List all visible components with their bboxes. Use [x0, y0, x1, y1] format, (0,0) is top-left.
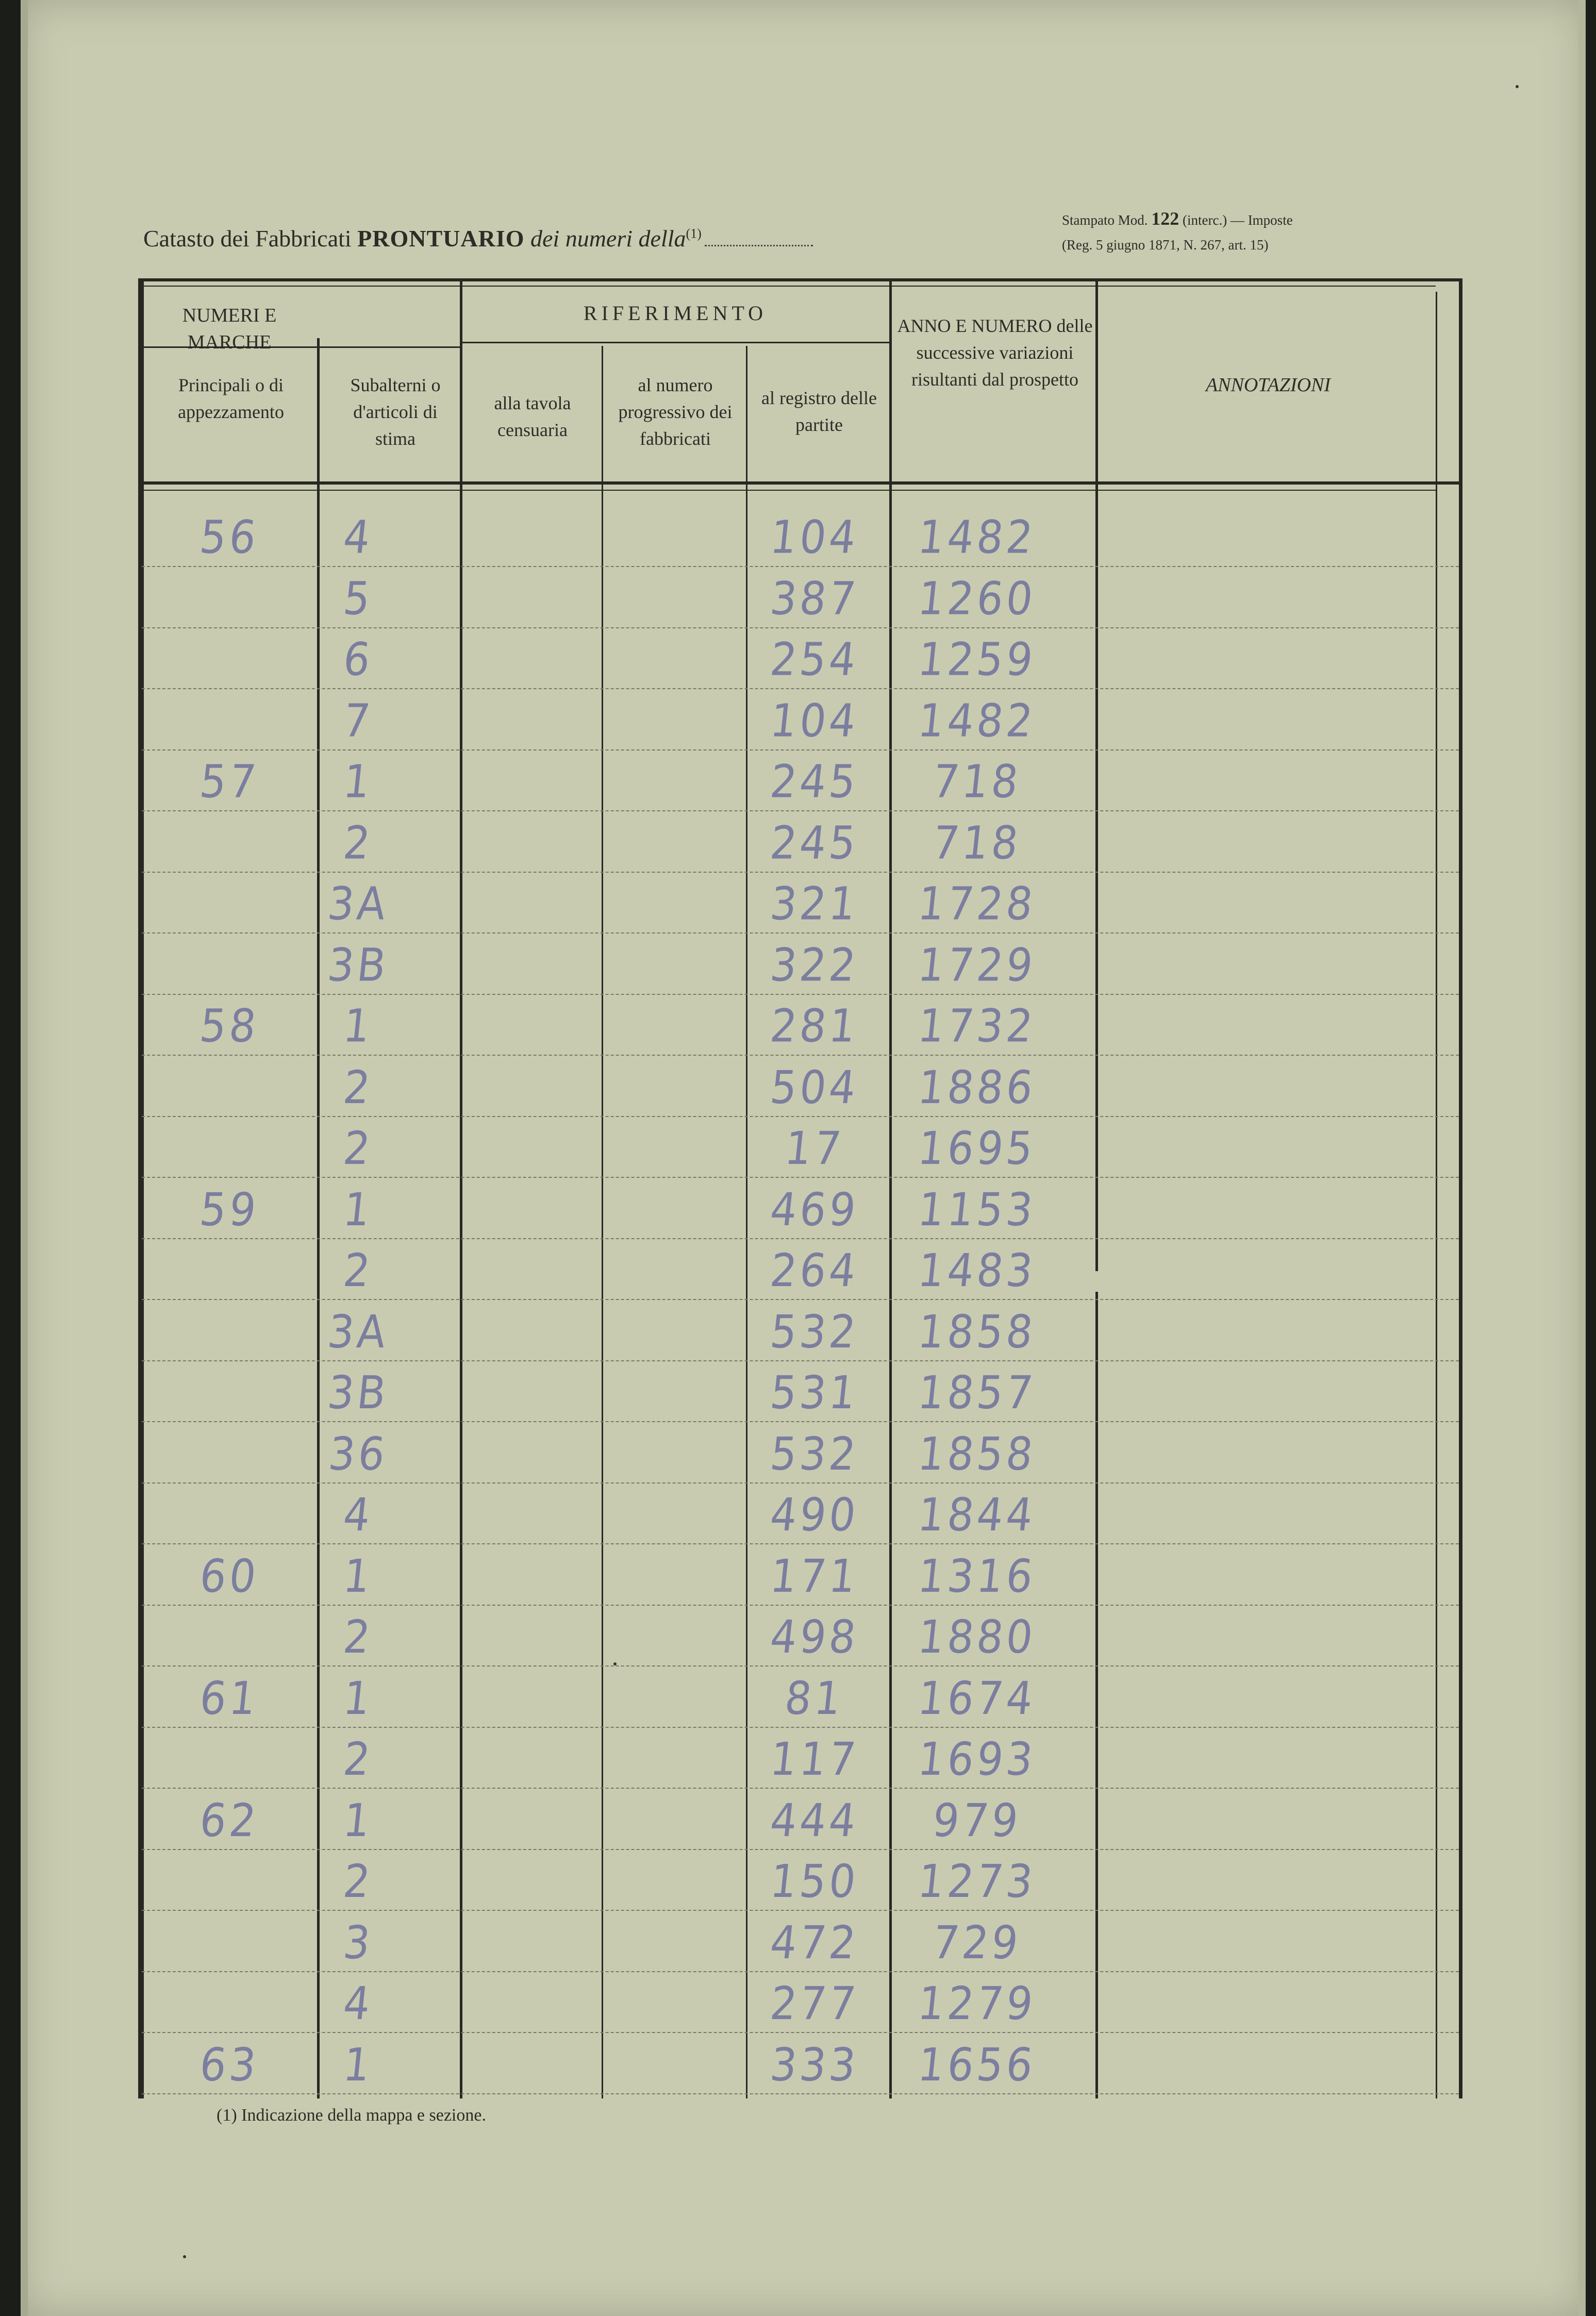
subalterno-cell: 6	[341, 633, 376, 686]
header-tavola: alla tavola censuaria	[494, 393, 571, 440]
subalterno-cell: 1	[341, 999, 376, 1053]
ruled-line	[142, 2093, 1459, 2094]
anno-numero-cell: 1273	[915, 1855, 1039, 1908]
table-rule	[1436, 292, 1437, 2098]
subalterno-cell: 3B	[325, 1366, 392, 1419]
subalterno-cell: 4	[341, 1488, 376, 1541]
table-rule	[1095, 281, 1098, 1271]
header-registro: al registro delle partite	[761, 388, 877, 435]
subalterno-cell: 1	[341, 1549, 376, 1603]
registro-cell: 245	[768, 755, 861, 808]
mod-number: 122	[1151, 208, 1179, 229]
ruled-line	[142, 1238, 1459, 1239]
principale-cell: 56	[197, 511, 262, 564]
ruled-line	[142, 1360, 1459, 1361]
principale-cell: 59	[197, 1182, 262, 1236]
anno-numero-cell: 1260	[915, 572, 1039, 625]
principale-cell: 61	[197, 1671, 262, 1725]
register-table	[138, 278, 1462, 2098]
ink-speck	[613, 1662, 617, 1665]
ruled-line	[142, 1055, 1459, 1056]
registro-cell: 150	[768, 1855, 861, 1908]
ruled-line	[142, 1971, 1459, 1972]
mod-label: Stampato Mod.	[1062, 212, 1148, 228]
ruled-line	[142, 1177, 1459, 1178]
subalterno-cell: 2	[341, 1732, 376, 1786]
subalterno-cell: 1	[341, 1793, 376, 1847]
registro-cell: 387	[768, 572, 861, 625]
ruled-line	[142, 1421, 1459, 1422]
anno-numero-cell: 1886	[915, 1060, 1039, 1114]
registro-cell: 490	[768, 1488, 861, 1541]
registro-cell: 469	[768, 1182, 861, 1236]
subalterno-cell: 3A	[325, 1305, 392, 1358]
principale-cell: 63	[197, 2038, 262, 2091]
principale-cell: 62	[197, 1793, 262, 1847]
subalterno-cell: 1	[341, 755, 376, 808]
ink-speck	[1516, 85, 1519, 88]
anno-numero-cell: 1858	[915, 1305, 1039, 1358]
ruled-line	[142, 872, 1459, 873]
form-reference	[1062, 206, 1293, 257]
title-blank-line	[705, 245, 813, 246]
anno-numero-cell: 1656	[915, 2038, 1039, 2091]
anno-numero-cell: 1259	[915, 633, 1039, 686]
registro-cell: 504	[768, 1060, 861, 1114]
anno-numero-cell: 718	[930, 816, 1024, 870]
ruled-line	[142, 566, 1459, 567]
anno-numero-cell: 1693	[915, 1732, 1039, 1786]
registro-cell: 104	[768, 694, 861, 747]
title-note: (1)	[686, 226, 702, 241]
table-rule	[746, 346, 747, 2098]
title-bold: PRONTUARIO	[357, 225, 525, 252]
registro-cell: 17	[782, 1122, 847, 1175]
table-rule	[142, 286, 1436, 287]
ruled-line	[142, 810, 1459, 811]
anno-numero-cell: 1880	[915, 1610, 1039, 1663]
title-prefix: Catasto dei Fabbricati	[143, 225, 352, 252]
ruled-line	[142, 1849, 1459, 1850]
subalterno-cell: 1	[341, 1182, 376, 1236]
registro-cell: 333	[768, 2038, 861, 2091]
anno-numero-cell: 1728	[915, 877, 1039, 930]
header-riferimento: RIFERIMENTO	[583, 302, 768, 325]
registro-cell: 277	[768, 1977, 861, 2030]
registro-cell: 81	[782, 1671, 847, 1725]
anno-numero-cell: 718	[930, 755, 1024, 808]
principale-cell: 57	[197, 755, 262, 808]
subalterno-cell: 1	[341, 2038, 376, 2091]
registro-cell: 171	[768, 1549, 861, 1603]
ruled-line	[142, 1788, 1459, 1789]
subalterno-cell: 2	[341, 1060, 376, 1114]
ruled-line	[142, 1727, 1459, 1728]
ruled-line	[142, 1910, 1459, 1911]
footnote: (1) Indicazione della mappa e sezione.	[217, 2106, 486, 2125]
registro-cell: 472	[768, 1915, 861, 1969]
anno-numero-cell: 979	[930, 1793, 1024, 1847]
header-anno-numero: ANNO E NUMERO delle successive variazioni risultanti dal prospetto	[897, 315, 1093, 390]
subalterno-cell: 3	[341, 1915, 376, 1969]
ruled-line	[142, 2032, 1459, 2033]
table-rule	[461, 342, 889, 343]
ruled-line	[142, 627, 1459, 628]
subalterno-cell: 2	[341, 816, 376, 870]
subalterno-cell: 36	[326, 1427, 391, 1480]
table-rule	[142, 481, 1461, 485]
anno-numero-cell: 1732	[915, 999, 1039, 1053]
table-rule	[460, 281, 462, 2098]
principale-cell: 58	[197, 999, 262, 1053]
registro-cell: 281	[768, 999, 861, 1053]
ruled-line	[142, 994, 1459, 995]
subalterno-cell: 1	[341, 1671, 376, 1725]
anno-numero-cell: 1857	[915, 1366, 1039, 1419]
anno-numero-cell: 1483	[915, 1244, 1039, 1297]
title-italic: dei numeri della	[530, 225, 686, 252]
anno-numero-cell: 1482	[915, 511, 1039, 564]
anno-numero-cell: 1674	[915, 1671, 1039, 1725]
subalterno-cell: 4	[341, 1977, 376, 2030]
anno-numero-cell: 1729	[915, 938, 1039, 992]
anno-numero-cell: 1695	[915, 1122, 1039, 1175]
header-annotazioni: ANNOTAZIONI	[1205, 374, 1331, 396]
header-numeri-marche: NUMERI E MARCHE	[182, 305, 277, 353]
ruled-line	[142, 1299, 1459, 1300]
subalterno-cell: 2	[341, 1610, 376, 1663]
registro-cell: 254	[768, 633, 861, 686]
header-progressivo: al numero progressivo dei fabbricati	[618, 375, 733, 449]
ruled-line	[142, 1482, 1459, 1484]
registro-cell: 498	[768, 1610, 861, 1663]
table-rule	[142, 490, 1436, 491]
page-edge	[1578, 0, 1586, 2316]
anno-numero-cell: 1153	[915, 1182, 1039, 1236]
subalterno-cell: 2	[341, 1122, 376, 1175]
subalterno-cell: 7	[341, 694, 376, 747]
page-edge	[21, 0, 28, 2316]
subalterno-cell: 5	[341, 572, 376, 625]
ruled-line	[142, 1543, 1459, 1544]
registro-cell: 532	[768, 1305, 861, 1358]
table-rule	[889, 281, 892, 2098]
ruled-line	[142, 749, 1459, 751]
anno-numero-cell: 729	[930, 1915, 1024, 1969]
registro-cell: 531	[768, 1366, 861, 1419]
ink-speck	[183, 2255, 186, 2258]
subalterno-cell: 4	[341, 511, 376, 564]
mod-suffix: (interc.) — Imposte	[1183, 212, 1293, 228]
ruled-line	[142, 1116, 1459, 1117]
subalterno-cell: 3A	[325, 877, 392, 930]
table-rule	[1095, 1292, 1098, 2098]
registro-cell: 117	[768, 1732, 861, 1786]
table-rule	[142, 281, 144, 2098]
anno-numero-cell: 1482	[915, 694, 1039, 747]
registro-cell: 322	[768, 938, 861, 992]
ruled-line	[142, 1665, 1459, 1667]
registro-cell: 245	[768, 816, 861, 870]
mod-regulation: (Reg. 5 giugno 1871, N. 267, art. 15)	[1062, 237, 1269, 253]
registro-cell: 321	[768, 877, 861, 930]
anno-numero-cell: 1279	[915, 1977, 1039, 2030]
header-subalterni: Subalterni o d'articoli di stima	[350, 375, 441, 449]
subalterno-cell: 3B	[325, 938, 392, 992]
ruled-line	[142, 1605, 1459, 1606]
registro-cell: 532	[768, 1427, 861, 1480]
anno-numero-cell: 1844	[915, 1488, 1039, 1541]
header-principali: Principali o di appezzamento	[178, 375, 284, 422]
anno-numero-cell: 1858	[915, 1427, 1039, 1480]
page-title	[143, 225, 813, 252]
registro-cell: 444	[768, 1793, 861, 1847]
subalterno-cell: 2	[341, 1855, 376, 1908]
anno-numero-cell: 1316	[915, 1549, 1039, 1603]
subalterno-cell: 2	[341, 1244, 376, 1297]
table-rule	[602, 346, 603, 2098]
registro-cell: 104	[768, 511, 861, 564]
ruled-line	[142, 932, 1459, 934]
ruled-line	[142, 688, 1459, 689]
principale-cell: 60	[197, 1549, 262, 1603]
registro-cell: 264	[768, 1244, 861, 1297]
